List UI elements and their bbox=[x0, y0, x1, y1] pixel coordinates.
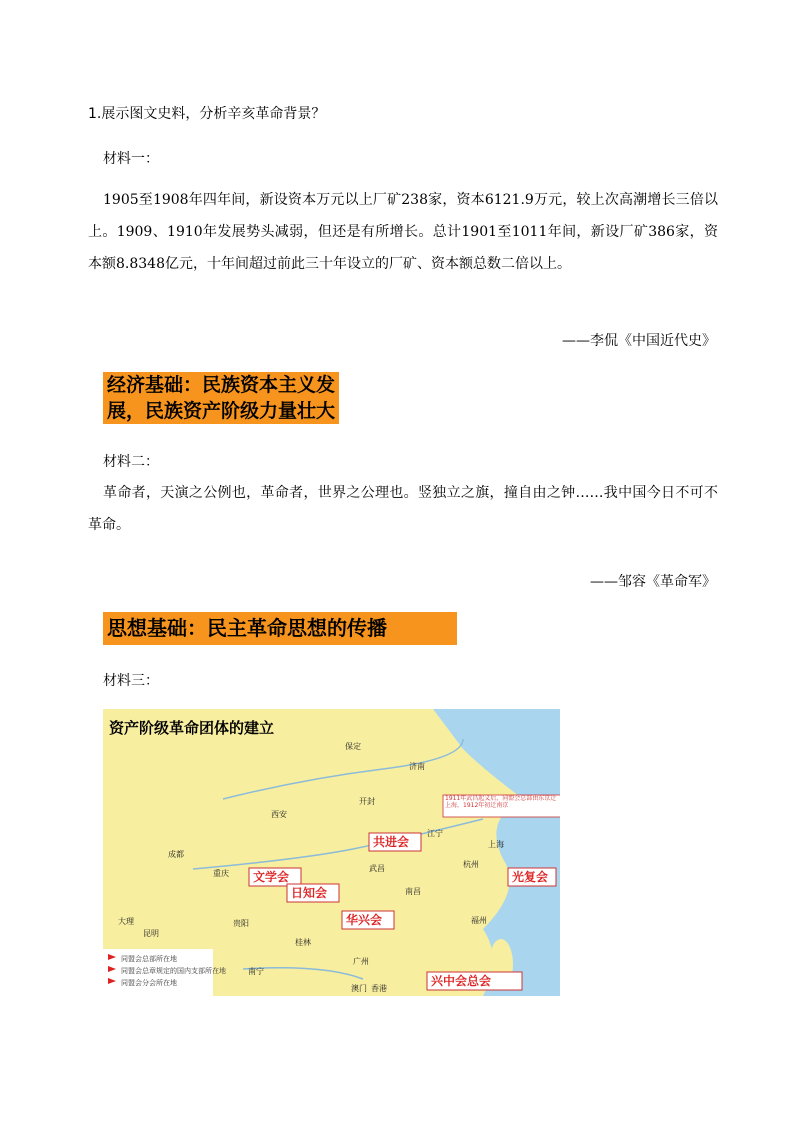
map-note: 1911年武昌起义后，同盟会总部由东京迁上海，1912年初迁南京 bbox=[445, 795, 557, 809]
conclusion-line: 经济基础：民族资本主义发 bbox=[107, 374, 336, 396]
map-legend-item: 同盟会分会所在地 bbox=[121, 979, 177, 987]
map-org-label: 共进会 bbox=[373, 835, 410, 849]
material1-source: ——李侃《中国近代史》 bbox=[562, 333, 716, 349]
map-city-label: 杭州 bbox=[463, 860, 479, 869]
map-org-label: 日知会 bbox=[291, 886, 328, 900]
map-city-label: 重庆 bbox=[213, 869, 229, 878]
map-city-label: 保定 bbox=[345, 742, 361, 751]
map-city-label: 昆明 bbox=[143, 929, 159, 938]
map-city-label: 香港 bbox=[371, 984, 387, 993]
conclusion-ideological: 思想基础：民主革命思想的传播 bbox=[103, 612, 457, 645]
material1-label: 材料一： bbox=[103, 151, 159, 167]
map-city-label: 武昌 bbox=[369, 864, 385, 873]
conclusion-economic bbox=[103, 372, 339, 424]
map-org-label: 兴中会总会 bbox=[431, 974, 492, 988]
map-city-label: 江宁 bbox=[427, 829, 443, 838]
map-city-label: 西安 bbox=[271, 810, 287, 819]
material3-label: 材料三： bbox=[103, 673, 159, 689]
map-org-label: 文学会 bbox=[253, 870, 290, 884]
map-legend-item: 同盟会总章规定的国内支部所在地 bbox=[121, 967, 226, 975]
map-city-label: 上海 bbox=[488, 840, 504, 849]
map-org-label: 光复会 bbox=[512, 870, 549, 884]
map-city-label: 南宁 bbox=[248, 967, 264, 976]
map-city-label: 济南 bbox=[409, 762, 425, 771]
map-city-label: 成都 bbox=[168, 850, 184, 859]
question-heading: 1.展示图文史料，分析辛亥革命背景？ bbox=[88, 106, 326, 122]
map-city-label: 贵阳 bbox=[233, 919, 249, 928]
map-city-label: 福州 bbox=[471, 916, 487, 925]
map-city-label: 广州 bbox=[353, 957, 369, 966]
material2-text: 革命者，天演之公例也，革命者，世界之公理也。竖独立之旗，撞自由之钟……我中国今日不可不革命。 bbox=[88, 485, 718, 533]
material2-source: ——邹容《革命军》 bbox=[590, 574, 716, 590]
material1-text: 1905至1908年四年间，新设资本万元以上厂矿238家，资本6121.9万元，较上次高潮增长三倍以上。1909、1910年发展势头减弱，但还是有所增长。总计1901至1011年间，新设厂矿386家，资本额8.8348亿元，十年间超过前此三十年设立的厂矿、资本额总数二倍以上。 bbox=[88, 192, 718, 272]
map-legend-item: 同盟会总部所在地 bbox=[121, 955, 177, 963]
map-city-label: 大理 bbox=[118, 917, 134, 926]
map-city-label: 澳门 bbox=[351, 984, 367, 993]
map-title: 资产阶级革命团体的建立 bbox=[109, 719, 275, 737]
map-city-label: 桂林 bbox=[295, 938, 311, 947]
conclusion-line: 展，民族资产阶级力量壮大 bbox=[107, 400, 336, 422]
material2-label: 材料二： bbox=[103, 454, 159, 470]
map-city-label: 开封 bbox=[359, 797, 375, 806]
revolutionary-groups-map bbox=[103, 709, 560, 996]
map-city-label: 南昌 bbox=[405, 887, 421, 896]
map-org-label: 华兴会 bbox=[346, 913, 383, 927]
